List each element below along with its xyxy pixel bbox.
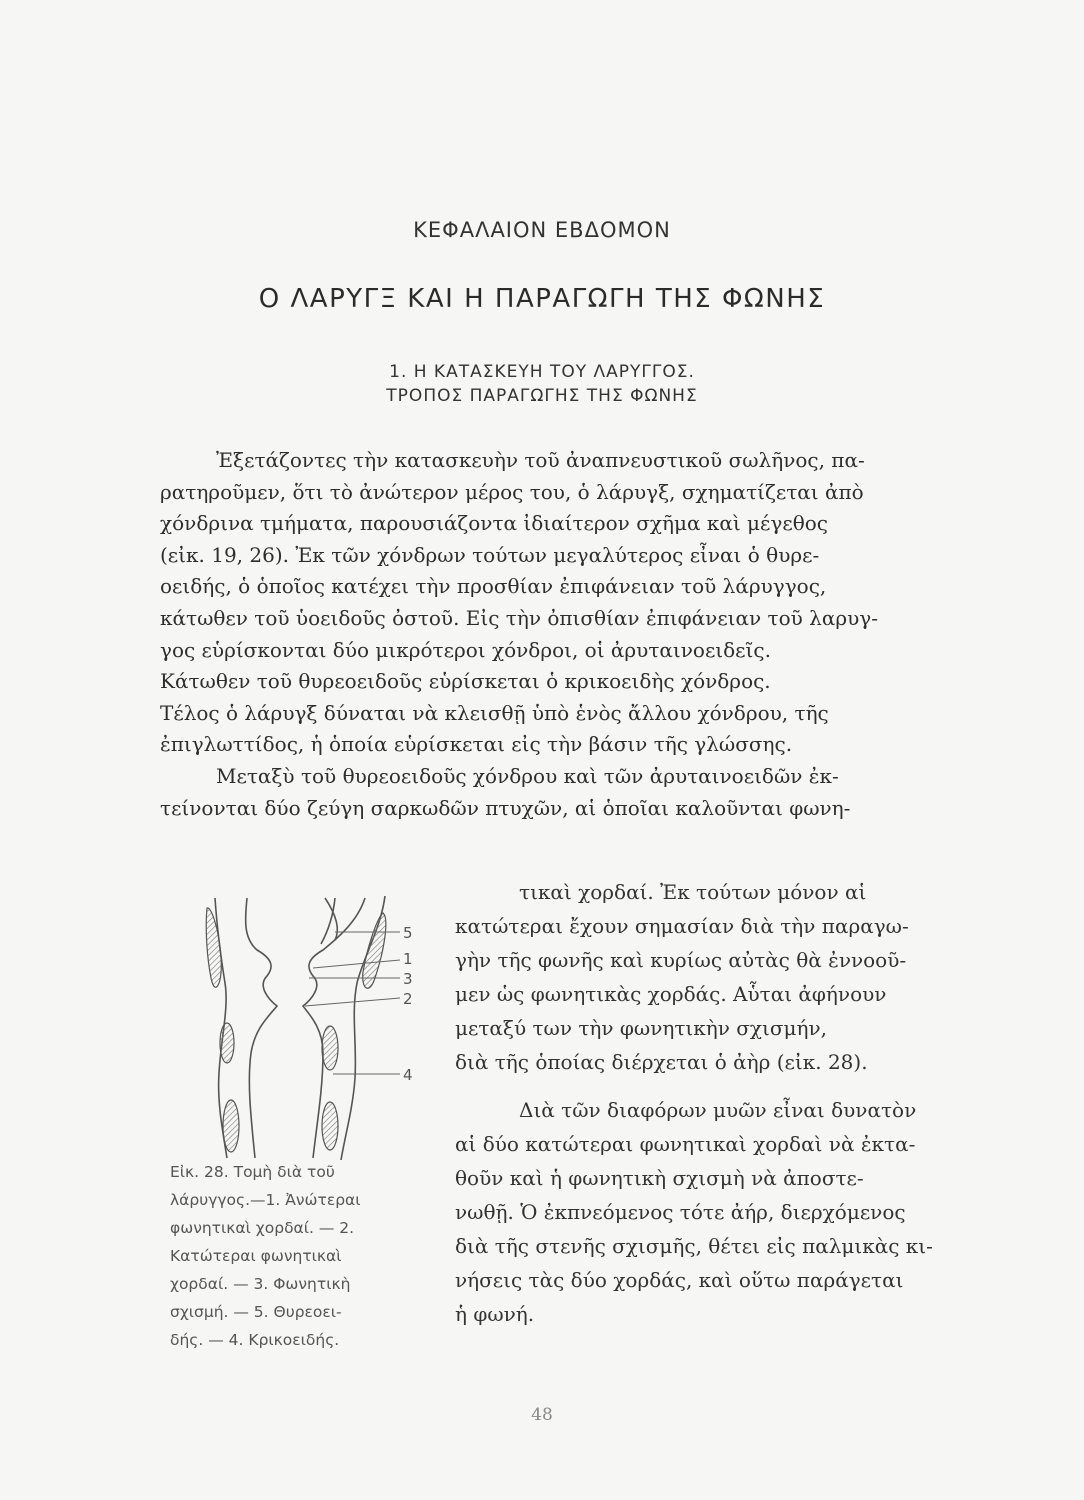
body-line: Ἐξετάζοντες τὴν κατασκευὴν τοῦ ἀναπνευστικοῦ σωλῆνος, πα-	[216, 448, 865, 472]
caption-line: Κατώτεραι φωνητικαὶ	[170, 1247, 342, 1265]
caption-line: φωνητικαὶ χορδαί. — 2.	[170, 1219, 355, 1237]
figure-caption	[170, 1158, 428, 1354]
caption-line: δής. — 4. Κρικοειδής.	[170, 1331, 340, 1349]
body-line: οειδής, ὁ ὁποῖος κατέχει τὴν προσθίαν ἐπιφάνειαν τοῦ λάρυγγος,	[160, 574, 827, 599]
chapter-title: Ο ΛΑΡΥΓΞ ΚΑΙ Η ΠΑΡΑΓΩΓΗ ΤΗΣ ΦΩΝΗΣ	[258, 284, 826, 314]
body-line: κάτωθεν τοῦ ὑοειδοῦς ὀστοῦ. Εἰς τὴν ὀπισθίαν ἐπιφάνειαν τοῦ λαρυγ-	[160, 605, 878, 630]
caption-line: χορδαί. — 3. Φωνητικὴ	[170, 1275, 351, 1293]
caption-line: Εἰκ. 28. Τομὴ διὰ τοῦ	[170, 1163, 335, 1181]
right-line: διὰ τῆς ὁποίας διέρχεται ὁ ἀὴρ (εἰκ. 28).	[455, 1050, 868, 1074]
figure-label-2: 2	[403, 990, 413, 1008]
chapter-heading: ΚΕΦΑΛΑΙΟΝ ΕΒΔΟΜΟΝ	[413, 218, 671, 242]
right-line: Διὰ τῶν διαφόρων μυῶν εἶναι δυνατὸν	[519, 1098, 917, 1122]
right-line: γὴν τῆς φωνῆς καὶ κυρίως αὐτὰς θὰ ἐννοοῦ-	[455, 948, 907, 972]
figure-label-3: 3	[403, 970, 413, 988]
body-line: γος εὑρίσκονται δύο μικρότεροι χόνδροι, οἱ ἀρυταινοειδεῖς.	[160, 637, 771, 662]
body-line: ρατηροῦμεν, ὅτι τὸ ἀνώτερον μέρος του, ὁ λάρυγξ, σχηματίζεται ἀπὸ	[160, 479, 864, 504]
right-line: κατώτεραι ἔχουν σημασίαν διὰ τὴν παραγω-	[455, 914, 909, 938]
section-heading-line-2: ΤΡΟΠΟΣ ΠΑΡΑΓΩΓΗΣ ΤΗΣ ΦΩΝΗΣ	[386, 386, 698, 406]
right-line: διὰ τῆς στενῆς σχισμῆς, θέτει εἰς παλμικὰς κι-	[455, 1234, 933, 1258]
page-number: 48	[531, 1405, 553, 1425]
body-line: Μεταξὺ τοῦ θυρεοειδοῦς χόνδρου καὶ τῶν ἀρυταινοειδῶν ἐκ-	[216, 763, 839, 788]
body-line: ἐπιγλωττίδος, ἡ ὁποία εὑρίσκεται εἰς τὴν βάσιν τῆς γλώσσης.	[160, 732, 793, 757]
right-column-text	[455, 875, 1030, 1331]
larynx-diagram-icon	[185, 888, 435, 1163]
right-line: νωθῇ. Ὁ ἐκπνεόμενος τότε ἀήρ, διερχόμενος	[455, 1200, 906, 1224]
right-line: αἱ δύο κατώτεραι φωνητικαὶ χορδαὶ νὰ ἐκτα-	[455, 1132, 916, 1156]
right-line: νήσεις τὰς δύο χορδάς, καὶ οὕτω παράγεται	[455, 1268, 904, 1292]
body-line: χόνδρινα τμήματα, παρουσιάζοντα ἰδιαίτερον σχῆμα καὶ μέγεθος	[160, 511, 828, 536]
right-line: μεταξύ των τὴν φωνητικὴν σχισμήν,	[455, 1016, 828, 1040]
body-text	[160, 445, 1030, 824]
section-heading-line-1: 1. Η ΚΑΤΑΣΚΕΥΗ ΤΟΥ ΛΑΡΥΓΓΟΣ.	[389, 362, 695, 382]
right-line: θοῦν καὶ ἡ φωνητικὴ σχισμὴ νὰ ἀποστε-	[455, 1166, 864, 1190]
figure-label-1: 1	[403, 950, 413, 968]
body-line: τείνονται δύο ζεύγη σαρκωδῶν πτυχῶν, αἱ ὁποῖαι καλοῦνται φωνη-	[160, 795, 851, 820]
right-line: ἡ φωνή.	[455, 1302, 535, 1326]
right-line: τικαὶ χορδαί. Ἐκ τούτων μόνον αἱ	[519, 880, 867, 904]
body-line: Τέλος ὁ λάρυγξ δύναται νὰ κλεισθῇ ὑπὸ ἑνὸς ἄλλου χόνδρου, τῆς	[160, 700, 829, 725]
section-heading	[0, 360, 1084, 408]
figure-label-5: 5	[403, 924, 413, 942]
body-line: Κάτωθεν τοῦ θυρεοειδοῦς εὑρίσκεται ὁ κρικοειδὴς χόνδρος.	[160, 669, 771, 694]
larynx-section-figure	[185, 888, 435, 1163]
right-line: μεν ὡς φωνητικὰς χορδάς. Αὗται ἀφήνουν	[455, 982, 887, 1006]
caption-line: σχισμή. — 5. Θυρεοει-	[170, 1303, 342, 1321]
body-line: (εἰκ. 19, 26). Ἐκ τῶν χόνδρων τούτων μεγαλύτερος εἶναι ὁ θυρε-	[160, 542, 820, 567]
caption-line: λάρυγγος.—1. Ἀνώτεραι	[170, 1191, 361, 1209]
figure-label-4: 4	[403, 1066, 413, 1084]
